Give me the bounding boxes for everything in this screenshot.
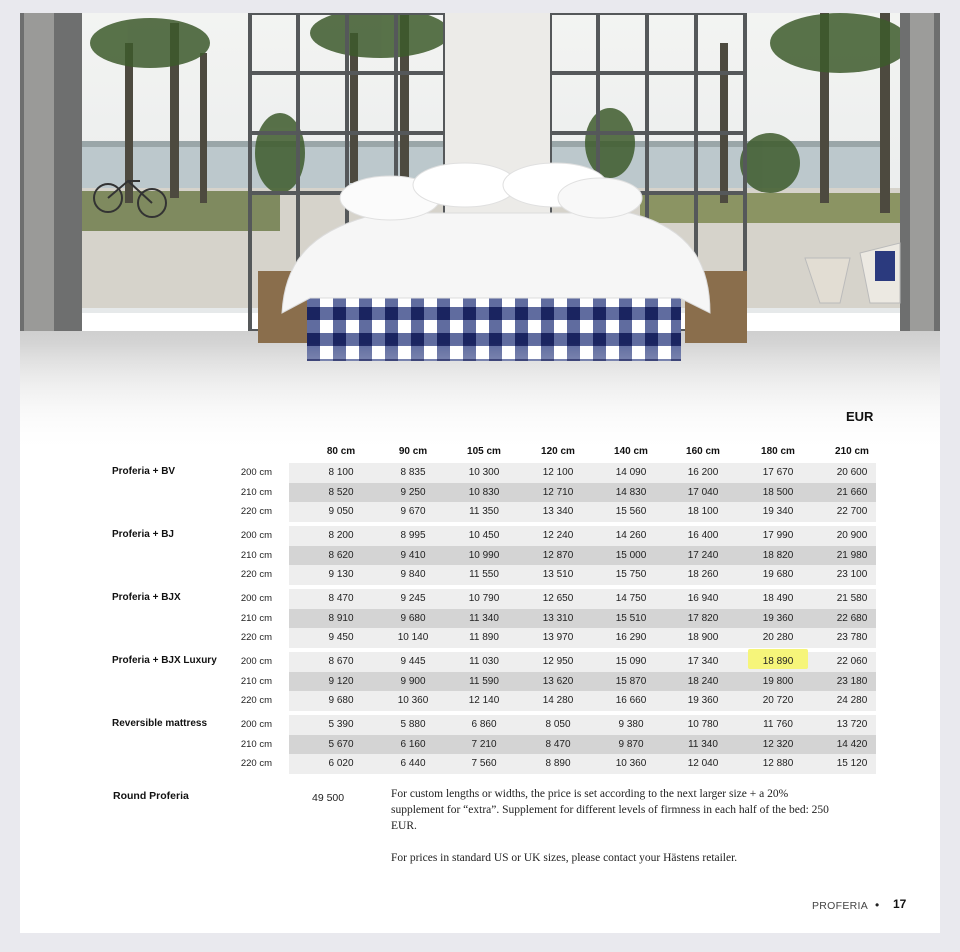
price-cell: 9 680	[328, 695, 354, 706]
width-header: 140 cm	[614, 446, 648, 457]
price-cell: 9 410	[400, 549, 426, 561]
price-cell: 12 880	[762, 758, 794, 769]
price-cell: 10 360	[397, 695, 429, 706]
width-header: 210 cm	[835, 446, 869, 457]
price-cell: 19 360	[687, 695, 719, 706]
price-cell: 10 780	[687, 719, 719, 730]
width-header: 90 cm	[398, 446, 428, 457]
price-cell: 19 360	[762, 612, 794, 624]
price-cell: 17 240	[687, 549, 719, 561]
length-label: 210 cm	[240, 486, 272, 498]
price-cell: 12 950	[542, 656, 574, 667]
price-cell: 9 445	[400, 656, 426, 667]
length-label: 220 cm	[240, 758, 272, 769]
price-cell: 13 720	[836, 719, 868, 730]
length-label: 210 cm	[240, 549, 272, 561]
price-cell: 17 040	[687, 486, 719, 498]
price-cell: 19 680	[762, 569, 794, 580]
price-cell: 11 340	[469, 612, 499, 624]
price-cell: 22 700	[836, 506, 868, 517]
price-cell: 13 970	[542, 632, 574, 643]
product-name: Proferia + BJX	[112, 592, 181, 603]
price-cell: 13 510	[542, 569, 574, 580]
price-cell: 23 180	[836, 675, 868, 687]
price-cell: 18 100	[687, 506, 719, 517]
length-label: 210 cm	[240, 612, 272, 624]
width-header: 120 cm	[541, 446, 575, 457]
price-cell: 11 340	[688, 738, 718, 750]
product-name: Proferia + BJX Luxury	[112, 655, 217, 666]
price-cell: 14 750	[615, 593, 647, 604]
price-cell: 12 040	[687, 758, 719, 769]
price-cell: 23 780	[836, 632, 868, 643]
price-cell: 10 830	[468, 486, 500, 498]
price-cell: 13 620	[542, 675, 574, 687]
price-cell: 9 050	[328, 506, 354, 517]
length-label: 210 cm	[240, 738, 272, 750]
price-cell: 21 580	[836, 593, 868, 604]
price-cell: 18 890	[762, 656, 794, 667]
width-header: 160 cm	[686, 446, 720, 457]
length-label: 210 cm	[240, 675, 272, 687]
width-header: 180 cm	[761, 446, 795, 457]
footer-section-name: PROFERIA	[812, 900, 869, 912]
product-name: Proferia + BV	[112, 466, 176, 477]
price-cell: 10 360	[615, 758, 647, 769]
price-cell: 12 320	[762, 738, 794, 750]
price-cell: 5 880	[400, 719, 426, 730]
price-cell: 10 140	[397, 632, 429, 643]
price-cell: 19 340	[762, 506, 794, 517]
price-cell: 8 200	[328, 530, 354, 541]
price-cell: 15 120	[836, 758, 868, 769]
length-label: 200 cm	[240, 719, 272, 730]
price-cell: 10 300	[468, 467, 500, 478]
price-cell: 5 390	[328, 719, 354, 730]
price-cell: 14 090	[615, 467, 647, 478]
price-cell: 22 680	[836, 612, 868, 624]
price-cell: 12 710	[542, 486, 574, 498]
price-cell: 18 500	[762, 486, 794, 498]
price-notes	[391, 786, 831, 882]
length-label: 200 cm	[240, 656, 272, 667]
footer-separator: •	[875, 898, 880, 912]
currency-label: EUR	[846, 409, 874, 424]
custom-size-note: For custom lengths or widths, the price is set according to the next larger size + a 20% supplement for “extra”. Supplement for different levels of firmness in each half of the bed: 250 EUR.	[391, 788, 829, 832]
price-cell: 8 670	[328, 656, 354, 667]
price-cell: 21 660	[836, 486, 868, 498]
price-cell: 16 940	[687, 593, 719, 604]
price-cell: 18 490	[762, 593, 794, 604]
price-cell: 18 240	[687, 675, 719, 687]
price-cell: 9 120	[328, 675, 354, 687]
price-cell: 9 840	[400, 569, 426, 580]
price-cell: 11 890	[469, 632, 499, 643]
product-name: Proferia + BJ	[112, 529, 174, 540]
price-cell: 15 090	[615, 656, 647, 667]
price-cell: 9 870	[618, 738, 644, 750]
length-label: 220 cm	[240, 569, 272, 580]
round-proferia-price: 49 500	[312, 792, 345, 804]
price-cell: 9 900	[400, 675, 426, 687]
price-cell: 24 280	[836, 695, 868, 706]
price-cell: 19 800	[762, 675, 794, 687]
price-cell: 9 680	[400, 612, 426, 624]
width-header: 80 cm	[326, 446, 356, 457]
price-cell: 21 980	[836, 549, 868, 561]
price-cell: 17 340	[687, 656, 719, 667]
length-label: 200 cm	[240, 530, 272, 541]
price-cell: 7 560	[471, 758, 497, 769]
price-cell: 14 830	[615, 486, 647, 498]
price-cell: 18 820	[762, 549, 794, 561]
price-cell: 14 420	[836, 738, 868, 750]
price-cell: 9 250	[400, 486, 426, 498]
price-cell: 18 900	[687, 632, 719, 643]
price-cell: 16 200	[687, 467, 719, 478]
price-cell: 10 990	[468, 549, 500, 561]
price-cell: 12 100	[542, 467, 574, 478]
price-cell: 16 660	[615, 695, 647, 706]
price-cell: 13 340	[542, 506, 574, 517]
price-cell: 15 000	[615, 549, 647, 561]
price-cell: 8 890	[545, 758, 571, 769]
price-cell: 17 990	[762, 530, 794, 541]
us-uk-sizes-note: For prices in standard US or UK sizes, please contact your Hästens retailer.	[391, 852, 738, 864]
round-proferia-label: Round Proferia	[113, 790, 189, 802]
price-cell: 8 620	[328, 549, 354, 561]
price-cell: 7 210	[471, 738, 497, 750]
price-cell: 22 060	[836, 656, 868, 667]
price-cell: 20 280	[762, 632, 794, 643]
price-cell: 17 670	[762, 467, 794, 478]
price-cell: 6 020	[328, 758, 354, 769]
price-cell: 15 870	[615, 675, 647, 687]
price-cell: 6 440	[400, 758, 426, 769]
price-cell: 20 720	[762, 695, 794, 706]
price-cell: 12 240	[542, 530, 574, 541]
price-cell: 9 130	[328, 569, 354, 580]
price-cell: 11 030	[469, 656, 499, 667]
price-cell: 17 820	[687, 612, 719, 624]
price-cell: 6 860	[471, 719, 497, 730]
price-cell: 16 400	[687, 530, 719, 541]
price-cell: 12 650	[542, 593, 574, 604]
price-cell: 12 140	[468, 695, 500, 706]
product-name: Reversible mattress	[112, 718, 208, 729]
price-cell: 20 900	[836, 530, 868, 541]
bedroom-photo	[20, 13, 940, 453]
price-cell: 8 910	[328, 612, 354, 624]
price-cell: 8 835	[400, 467, 426, 478]
price-cell: 11 350	[469, 506, 499, 517]
price-cell: 11 590	[469, 675, 499, 687]
price-cell: 14 280	[542, 695, 574, 706]
price-cell: 11 550	[469, 569, 499, 580]
price-cell: 5 670	[328, 738, 354, 750]
page-number: 17	[893, 897, 907, 911]
price-cell: 8 995	[400, 530, 426, 541]
price-cell: 11 760	[763, 719, 793, 730]
price-cell: 8 470	[545, 738, 571, 750]
price-cell: 6 160	[400, 738, 426, 750]
catalog-page	[20, 13, 940, 933]
length-label: 220 cm	[240, 506, 272, 517]
length-label: 220 cm	[240, 695, 272, 706]
price-cell: 9 670	[400, 506, 426, 517]
price-cell: 15 560	[615, 506, 647, 517]
price-cell: 23 100	[836, 569, 868, 580]
width-header: 105 cm	[467, 446, 501, 457]
price-cell: 15 750	[615, 569, 647, 580]
price-cell: 9 245	[400, 593, 426, 604]
length-label: 220 cm	[240, 632, 272, 643]
price-cell: 15 510	[615, 612, 647, 624]
price-cell: 12 870	[542, 549, 574, 561]
price-cell: 18 260	[687, 569, 719, 580]
price-cell: 9 450	[328, 632, 354, 643]
length-label: 200 cm	[240, 467, 272, 478]
price-cell: 20 600	[836, 467, 868, 478]
price-cell: 8 050	[545, 719, 571, 730]
price-cell: 13 310	[542, 612, 574, 624]
price-cell: 8 520	[328, 486, 354, 498]
price-cell: 8 470	[328, 593, 354, 604]
price-cell: 9 380	[618, 719, 644, 730]
price-cell: 10 450	[468, 530, 500, 541]
price-cell: 10 790	[468, 593, 500, 604]
price-cell: 14 260	[615, 530, 647, 541]
length-label: 200 cm	[240, 593, 272, 604]
price-cell: 8 100	[328, 467, 354, 478]
price-cell: 16 290	[615, 632, 647, 643]
